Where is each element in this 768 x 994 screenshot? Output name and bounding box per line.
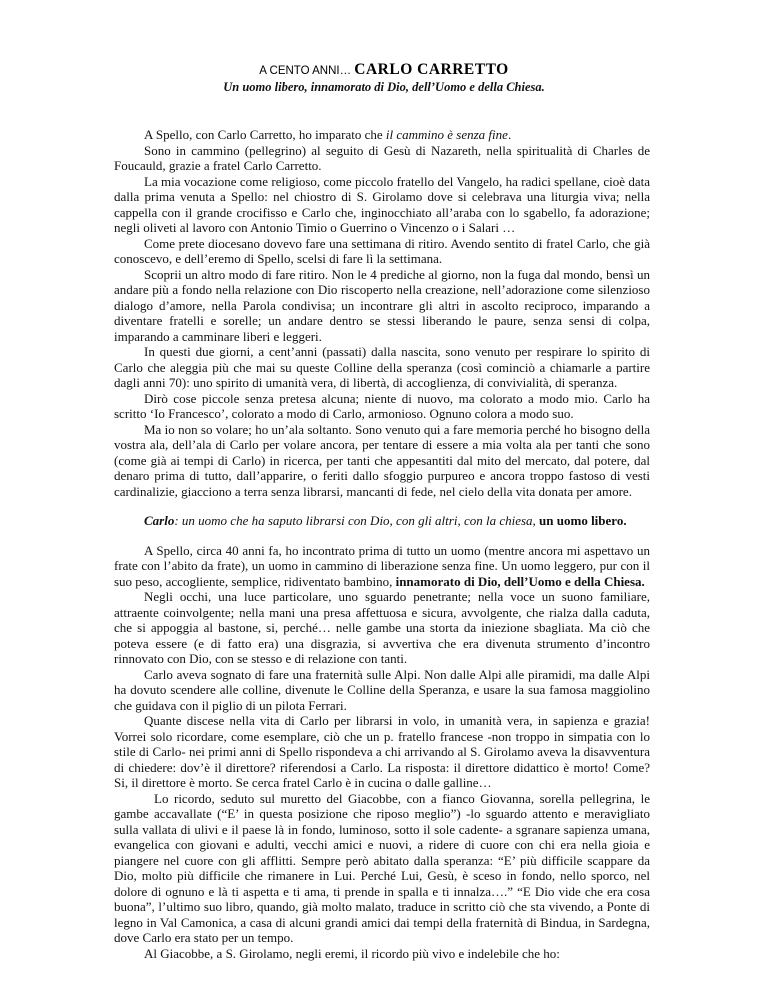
document-title — [0, 62, 768, 80]
paragraph: Come prete diocesano dovevo fare una settimana di ritiro. Avendo sentito di fratel Carlo, che già conoscevo, e dell’eremo di Spello, scelsi di fare lì la settimana. — [114, 235, 650, 266]
document-subtitle: Un uomo libero, innamorato di Dio, dell’Uomo e della Chiesa. — [223, 80, 545, 94]
paragraph: A Spello, con Carlo Carretto, ho imparato che il cammino è senza fine. — [144, 127, 512, 142]
paragraph: Dirò cose piccole senza pretesa alcuna; niente di nuovo, ma colorato a modo mio. Carlo ha scritto ‘Io Francesco’, colorato a modo di Carlo, armonioso. Ognuno colora a modo suo. — [114, 390, 650, 421]
paragraph: Sono in cammino (pellegrino) al seguito di Gesù di Nazareth, nella spiritualità di Charles de Foucauld, grazie a fratel Carlo Carretto. — [114, 142, 650, 173]
paragraph: Carlo aveva sognato di fare una fraternità sulle Alpi. Non dalle Alpi alle piramidi, ma dalle Alpi ha dovuto scendere alle colline, divenute le Colline della Speranza, e usare la sua famosa maggiolino che guidava con il piglio di un pilota Ferrari. — [114, 666, 650, 713]
paragraph: Scoprii un altro modo di fare ritiro. Non le 4 prediche al giorno, non la fuga dal mondo, bensì un andare più a fondo nella relazione con Dio riscoperto nella creazione, nell’adorazione come silenzioso dialogo d’amore, nella Parola condivisa; un incontrare gli altri in ascolto reciproco, imparando a diventare fratelli e sorelle; un andare dentro se stessi liberando le paure, senza sensi di colpa, imparando a camminare liberi e leggeri. — [114, 266, 650, 344]
paragraph: Negli occhi, una luce particolare, uno sguardo penetrante; nella voce un suono familiare, attraente coinvolgente; nella mani una presa affettuosa e sicura, avvolgente, che rialza dalla caduta, che si appoggia al bastone, si, perché… nelle gambe una storta da iniezione sbagliata. Ma ciò che poteva essere (e di fatto era) una disgrazia, si avvertiva che era divenuta strumento d’incontro rinnovato con Dio, con se stesso e di relazione con tanti. — [114, 589, 650, 666]
paragraph: La mia vocazione come religioso, come piccolo fratello del Vangelo, ha radici spellane, cioè data dalla prima venuta a Spello: nel chiostro di S. Girolamo dove si celebrava una liturgia viva; nella cappella con il grande crocifisso e Carlo che, inginocchiato all’araba con lo sgabello, fa adorazione; negli oliveti al lavoro con Antonio Timio o Guerrino o Vincenzo o i Salari … — [114, 173, 650, 235]
paragraph: A Spello, circa 40 anni fa, ho incontrato prima di tutto un uomo (mentre ancora mi aspettavo un frate con l’abito da frate), un uomo in cammino di liberazione senza fine. Un uomo leggero, pur con il suo peso, accogliente, semplice, ridiventato bambino, innamorato di Dio, dell’Uomo e della Chiesa. — [114, 542, 650, 589]
motto-line: Carlo: un uomo che ha saputo librarsi con Dio, con gli altri, con la chiesa, un uomo libero. — [144, 513, 627, 528]
paragraph: Quante discese nella vita di Carlo per librarsi in volo, in umanità vera, in sapienza e grazia! Vorrei solo ricordare, come esemplare, ciò che un p. fratello francese -non troppo in simpatia con lo stile di Carlo- nei primi anni di Spello rispondeva a chi arrivando al S. Girolamo aveva la disavventura di chiedere: dov’è il direttore? riferendosi a Carlo. La risposta: il direttore didattico è morto! Come? Si, il direttore è morto. Se cerca fratel Carlo è in cucina o dalle galline… — [114, 713, 650, 790]
paragraph: Lo ricordo, seduto sul muretto del Giacobbe, con a fianco Giovanna, sorella pellegrina, le gambe accavallate (“E’ in questa posizione che riposo meglio”) -lo sguardo attento e meravigliato sulla vallata di ulivi e il paese là in fondo, luminoso, sotto il sole cadente- a sgranare sapienza umana, evangelica con giovani e adulti, vecchi amici e nuovi, a ridere di cuore con chi era nella gioia e piangere nel cuore con gli afflitti. Sempre però abitato dalla speranza: “E’ più difficile scappare da Dio, molto più difficile che rimanere in Lui. Perché Lui, Gesù, è sceso in fondo, nello sporco, nel dolore di ognuno e là ti aspetta e ti ama, ti prende in spalla e ti innalza….” “E Dio vide che era cosa buona”, l’ultimo suo libro, quando, già molto malato, traduce in scritto ciò che sta vivendo, a Ponte di legno in Val Camonica, a casa di alcuni grandi amici dai tempi della fraternità di Bindua, in Sardegna, dove Carlo era stato per un tempo. — [114, 790, 650, 945]
paragraph: Al Giacobbe, a S. Girolamo, negli eremi, il ricordo più vivo e indelebile che ho: — [144, 945, 560, 961]
paragraph: Ma io non so volare; ho un’ala soltanto. Sono venuto qui a fare memoria perché ho bisogno della vostra ala, dell’ala di Carlo per volare ancora, per tentare di essere a mia volta ala per tanti che sono (come già ai tempi di Carlo) in ricerca, per tanti che appesantiti dal mito del mercato, dal potere, dal denaro prima di tutto, dall’apparire, o feriti dallo sfoggio purpureo e ancora troppo fastoso di vesti cardinalizie, giacciono a terra senza librarsi, mancanti di fede, nel cielo della vita donata per amore. — [114, 421, 650, 499]
paragraph: In questi due giorni, a cent’anni (passati) dalla nascita, sono venuto per respirare lo spirito di Carlo che aleggia più che mai su queste Colline della speranza (così cominciò a chiamarle a partire dagli anni 70): uno spirito di umanità vera, di libertà, di accoglienza, di convivialità, di speranza. — [114, 344, 650, 390]
title-prefix: A CENTO ANNI… — [259, 65, 352, 77]
body-text — [114, 127, 650, 961]
title-name: CARLO CARRETTO — [354, 61, 509, 78]
